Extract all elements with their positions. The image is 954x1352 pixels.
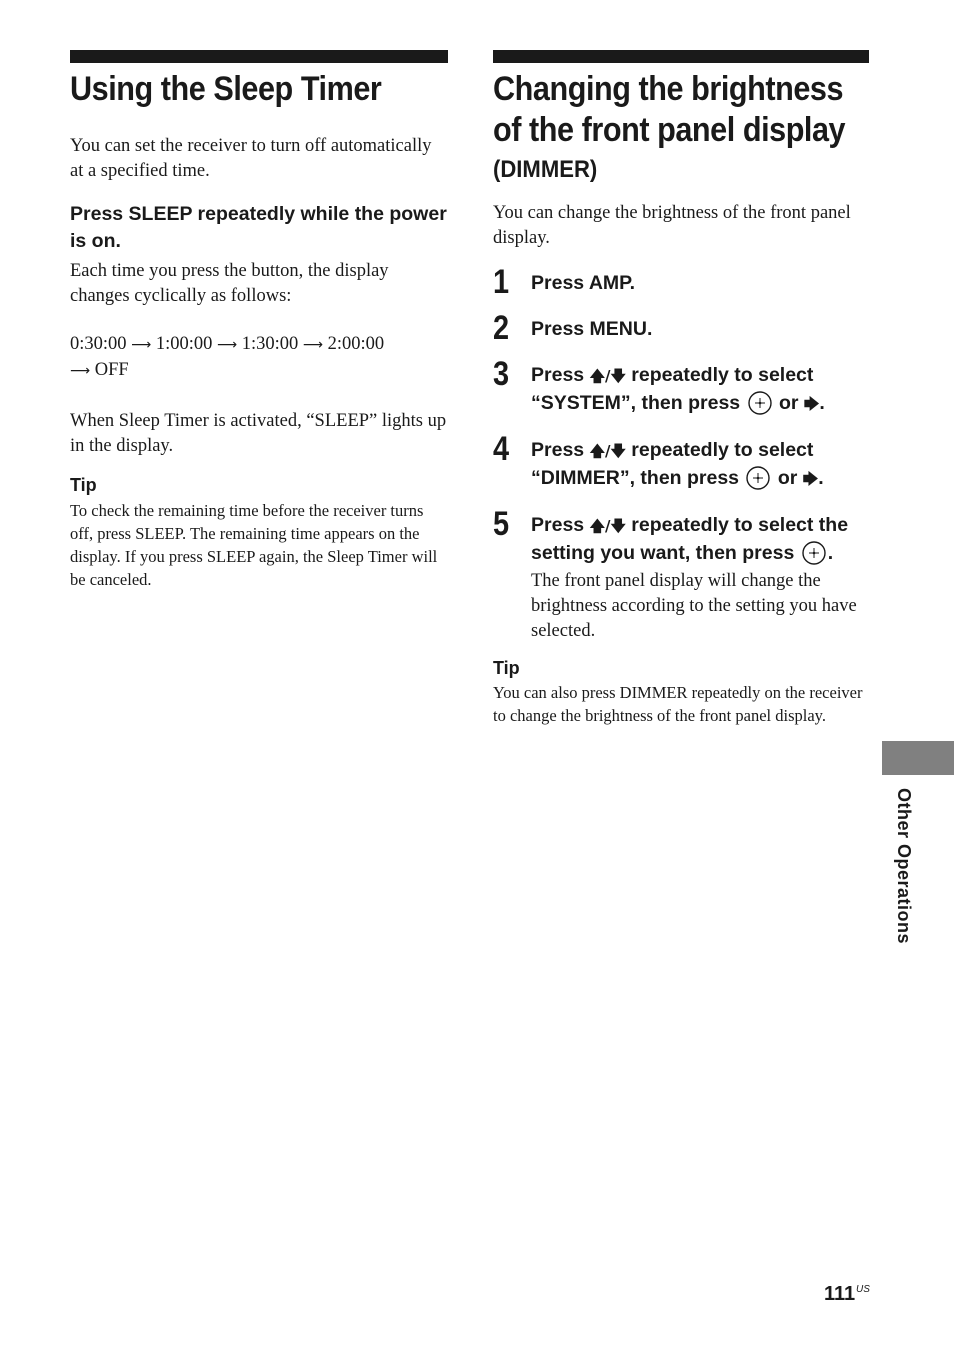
- sleep-paragraph-2: When Sleep Timer is activated, “SLEEP” lights up in the display.: [70, 411, 447, 456]
- sequence-item: 0:30:00: [70, 334, 127, 354]
- section-rule: [70, 50, 448, 63]
- step-4: [493, 430, 869, 493]
- step-text: Press 🡅/🡇 repeatedly to select “DIMMER”, then press or 🡆.: [531, 439, 824, 489]
- step-1: [493, 263, 869, 301]
- step-text: Press AMP.: [531, 272, 636, 294]
- page-number: 111: [824, 1283, 856, 1305]
- step-note: The front panel display will change the brightness according to the setting you have selected.: [531, 571, 857, 641]
- section-tab-marker: [882, 741, 954, 775]
- step-number: 2: [493, 309, 510, 347]
- step-text: Press 🡅/🡇 repeatedly to select the setting you want, then press .: [531, 514, 849, 564]
- sequence-item: 1:00:00: [155, 334, 213, 354]
- sleep-subheading: Press SLEEP repeatedly while the power is on.: [70, 203, 447, 252]
- enter-button-icon: [748, 391, 772, 415]
- enter-button-icon: [746, 466, 770, 490]
- step-number: 5: [493, 505, 510, 543]
- section-tab-label: Other Operations: [894, 788, 914, 945]
- enter-button-icon: [802, 541, 826, 565]
- section-title-sleep-timer: Using the Sleep Timer: [70, 70, 382, 108]
- step-3: [493, 355, 869, 418]
- section-rule: [493, 50, 869, 63]
- up-down-arrow-icon: 🡅/🡇: [589, 367, 626, 385]
- right-arrow-icon: ⟶: [217, 337, 238, 353]
- sleep-paragraph-1: Each time you press the button, the display changes cyclically as follows:: [70, 261, 389, 306]
- step-2: [493, 309, 869, 347]
- section-title-subtitle: (DIMMER): [493, 156, 598, 183]
- step-text: Press 🡅/🡇 repeatedly to select “SYSTEM”, then press or 🡆.: [531, 364, 825, 414]
- step-number: 3: [493, 355, 510, 393]
- right-arrow-icon: ⟶: [131, 337, 152, 353]
- right-arrow-icon: ⟶: [70, 363, 91, 379]
- right-column: [493, 50, 869, 727]
- sleep-sequence: [70, 332, 448, 384]
- tip-label: Tip: [493, 658, 520, 678]
- up-down-arrow-icon: 🡅/🡇: [589, 442, 626, 460]
- dimmer-intro: You can change the brightness of the front panel display.: [493, 203, 851, 248]
- page-number-suffix: US: [856, 1284, 870, 1295]
- sleep-intro: You can set the receiver to turn off automatically at a specified time.: [70, 136, 432, 181]
- step-text: Press MENU.: [531, 318, 653, 340]
- up-down-arrow-icon: 🡅/🡇: [589, 517, 626, 535]
- step-number: 1: [493, 263, 510, 301]
- section-title-line-2: of the front panel display: [493, 111, 846, 149]
- tip-text: You can also press DIMMER repeatedly on the receiver to change the brightness of the front panel display.: [493, 683, 863, 725]
- section-title-line-1: Changing the brightness: [493, 70, 844, 108]
- sequence-item: 1:30:00: [241, 334, 299, 354]
- tip-label: Tip: [70, 475, 97, 495]
- tip-text: To check the remaining time before the receiver turns off, press SLEEP. The remaining time appears on the display. If you press SLEEP again, the Sleep Timer will be canceled.: [70, 501, 438, 589]
- step-5: [493, 505, 869, 644]
- left-column: [70, 50, 448, 591]
- right-arrow-icon: 🡆: [803, 395, 820, 413]
- sequence-item: OFF: [94, 360, 129, 380]
- step-number: 4: [493, 430, 510, 468]
- sequence-item: 2:00:00: [327, 334, 385, 354]
- right-arrow-icon: ⟶: [302, 337, 323, 353]
- right-arrow-icon: 🡆: [802, 470, 819, 488]
